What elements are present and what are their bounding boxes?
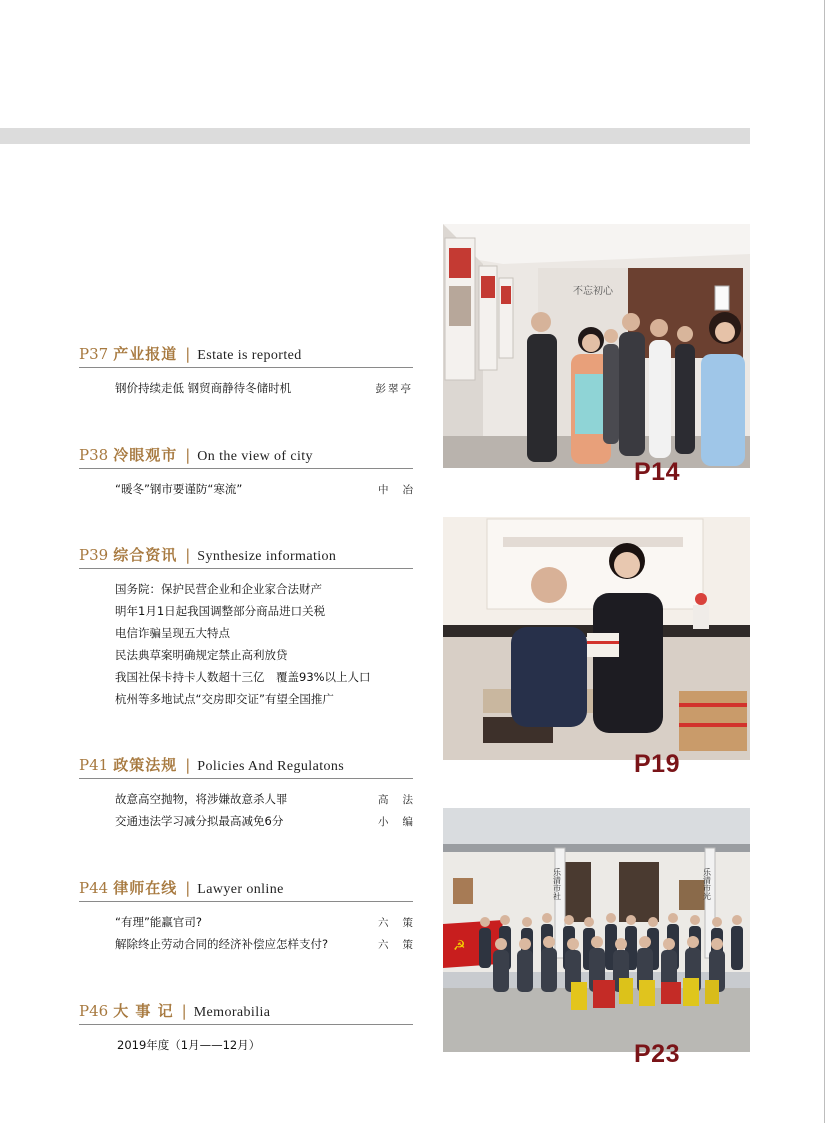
article-author: 六策	[378, 916, 427, 929]
section-rule	[79, 367, 413, 368]
separator: |	[185, 879, 191, 897]
section-page-number: P41	[79, 756, 109, 774]
article-list	[115, 911, 427, 955]
article-title: 电信诈骗呈现五大特点	[115, 626, 230, 640]
article-list	[115, 788, 427, 832]
article-item[interactable]	[115, 644, 413, 666]
section-header	[79, 754, 413, 776]
article-item[interactable]	[115, 600, 413, 622]
article-item[interactable]	[115, 933, 427, 955]
article-item[interactable]	[115, 788, 427, 810]
article-list	[117, 1034, 415, 1056]
photo-page-tag: P19	[634, 750, 680, 778]
section-p39	[79, 544, 413, 706]
article-item[interactable]	[115, 478, 427, 500]
section-header	[79, 544, 413, 566]
svg-text:☭: ☭	[453, 938, 466, 954]
book-presentation-photo[interactable]	[443, 517, 750, 760]
section-header	[79, 444, 413, 466]
article-list	[115, 578, 413, 710]
article-title: “暖冬”钢市要谨防“寒流”	[115, 482, 243, 496]
svg-text:不忘初心: 不忘初心	[573, 286, 613, 297]
section-english-title: Memorabilia	[193, 1005, 271, 1020]
section-page-number: P37	[79, 345, 109, 363]
article-item[interactable]	[117, 1034, 415, 1056]
section-page-number: P44	[79, 879, 109, 897]
article-title: 2019年度（1月——12月）	[117, 1038, 261, 1052]
section-english-title: Policies And Regulatons	[197, 759, 345, 774]
article-title: 交通违法学习减分拟最高减免6分	[115, 814, 284, 828]
section-rule	[79, 568, 413, 569]
section-rule	[79, 1024, 413, 1025]
section-title: 产业报道	[113, 345, 178, 363]
section-page-number: P39	[79, 546, 109, 564]
article-title: 国务院：保护民营企业和企业家合法财产	[115, 582, 322, 596]
article-title: 民法典草案明确规定禁止高利放贷	[115, 648, 288, 662]
article-author: 小编	[378, 815, 427, 828]
section-rule	[79, 901, 413, 902]
page-edge	[824, 0, 825, 1123]
article-item[interactable]	[115, 911, 427, 933]
svg-text:乐清市社: 乐清市社	[552, 868, 562, 900]
article-item[interactable]	[115, 622, 413, 644]
section-p38	[79, 444, 427, 496]
section-p46	[79, 1000, 413, 1052]
article-item[interactable]	[115, 688, 413, 710]
section-page-number: P38	[79, 446, 109, 464]
section-rule	[79, 468, 413, 469]
article-list	[115, 377, 413, 399]
section-english-title: On the view of city	[197, 449, 313, 464]
exhibition-visit-photo[interactable]	[443, 224, 750, 468]
section-english-title: Synthesize information	[197, 549, 337, 564]
section-title: 律师在线	[113, 879, 178, 897]
article-title: 杭州等多地试点“交房即交证”有望全国推广	[115, 692, 334, 706]
section-header	[79, 1000, 413, 1022]
section-english-title: Estate is reported	[197, 348, 302, 363]
article-title: 我国社保卡持卡人数超十三亿 覆盖93%以上人口	[115, 670, 371, 684]
article-title: 明年1月1日起我国调整部分商品进口关税	[115, 604, 326, 618]
article-title: 解除终止劳动合同的经济补偿应怎样支付?	[115, 937, 329, 951]
separator: |	[185, 446, 191, 464]
group-photo[interactable]	[443, 808, 750, 1052]
article-item[interactable]	[115, 578, 413, 600]
article-item[interactable]	[115, 666, 413, 688]
header-band	[0, 128, 750, 144]
svg-text:乐清市光: 乐清市光	[702, 868, 712, 900]
article-author: 六策	[378, 938, 427, 951]
article-title: 钢价持续走低 钢贸商静待冬储时机	[115, 381, 292, 395]
section-english-title: Lawyer online	[197, 882, 284, 897]
article-list	[115, 478, 427, 500]
article-author: 高法	[378, 793, 427, 806]
section-header	[79, 877, 413, 899]
section-rule	[79, 778, 413, 779]
article-title: 故意高空抛物，将涉嫌故意杀人罪	[115, 792, 288, 806]
article-author: 中冶	[378, 483, 427, 496]
section-title: 综合资讯	[113, 546, 178, 564]
section-title: 政策法规	[113, 756, 178, 774]
section-p41	[79, 754, 427, 828]
article-item[interactable]	[115, 377, 413, 399]
separator: |	[185, 756, 191, 774]
article-author: 彭翠亭	[375, 382, 413, 395]
section-header	[79, 343, 413, 365]
section-title: 冷眼观市	[113, 446, 178, 464]
section-p44	[79, 877, 427, 951]
separator: |	[185, 546, 191, 564]
photo-illustration	[443, 808, 750, 1052]
photo-page-tag: P23	[634, 1040, 680, 1068]
photo-page-tag: P14	[634, 458, 680, 486]
photo-illustration	[443, 517, 750, 760]
section-p37	[79, 343, 413, 395]
article-title: “有理”能赢官司?	[115, 915, 203, 929]
photo-illustration	[443, 224, 750, 468]
separator: |	[181, 1002, 187, 1020]
separator: |	[185, 345, 191, 363]
section-page-number: P46	[79, 1002, 109, 1020]
article-item[interactable]	[115, 810, 427, 832]
section-title: 大 事 记	[113, 1002, 174, 1020]
